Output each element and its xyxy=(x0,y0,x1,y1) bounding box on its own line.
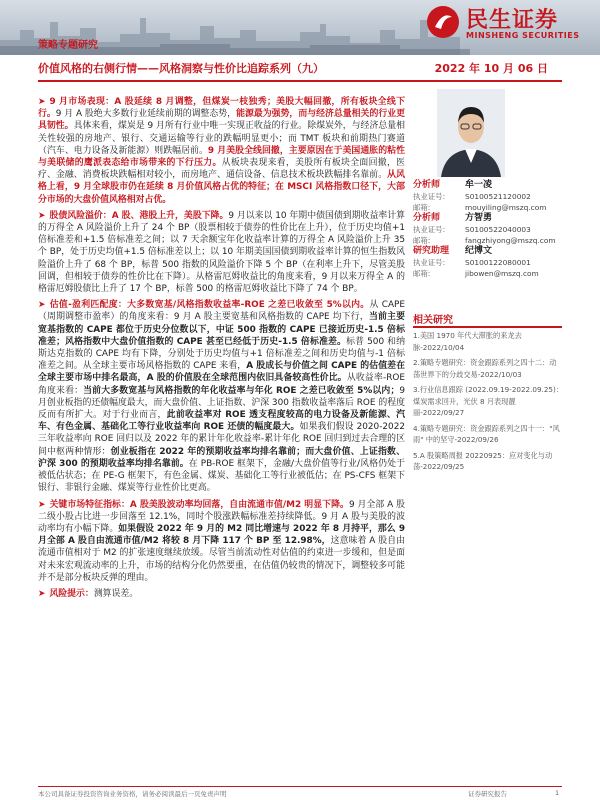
para-highlight: 能源最为强势，而与经济总量相关的行业更具韧性。 xyxy=(38,109,406,132)
summary-paragraph-risk xyxy=(38,588,405,600)
license-label: 执业证号: xyxy=(413,192,446,201)
license-number: S0100521120002 xyxy=(465,192,531,201)
analyst-email-row xyxy=(413,202,563,213)
analyst-name: 纪博文 xyxy=(465,246,493,256)
bullet-arrow-icon: ➤ xyxy=(38,210,46,221)
analyst-info xyxy=(413,180,563,279)
analyst-license-row xyxy=(413,191,563,202)
related-item[interactable]: 3.行业信息跟踪 (2022.09.19-2022.09.25)：煤炭需求回升，光伏 8 月表现靓丽-2022/09/27 xyxy=(413,385,563,417)
analyst-3 xyxy=(413,246,563,257)
analyst-email-row xyxy=(413,268,563,279)
para-text: 这意味着 A 股自由流通市值相对于 M2 的扩张速度继续放缓。尽管当前流动性对估值的约束进一步缓和，但是面对未来宏观流动率的上升，市场的结构分化仍然要重，在估值仍较贵的情况下，调整较多可能并不是部分板块反弹的理由。 xyxy=(38,536,405,583)
para-highlight: A 股、港股上升，美股下降。 xyxy=(111,210,229,221)
logo-en-text: MINSHENG SECURITIES xyxy=(466,31,580,40)
analyst-photo xyxy=(437,89,505,177)
para-text: 在 PB-ROE 框架下，金融/大盘价值等行业/风格仍处于被低估状态；在 PE-G 框架下，有色金属、煤炭、基础化工等行业被低估；在 PS-CFS 框架下银行、非银行金融、煤炭等行业性价比更高。 xyxy=(38,458,405,494)
para-bold: 当前大多数宽基与风格指数的年化收益率与年化 ROE 之差已收敛至 5%以内； xyxy=(83,385,400,396)
summary-paragraph-market xyxy=(38,96,405,206)
para-highlight: 从风格上看，9 月全球股市仍在延续 8 月价值风格占优的特征；在 MSCI 风格指数口径下，大部分市场的大盘价值风格相对占优。 xyxy=(38,170,405,205)
para-text: 9 月 A 股绝大多数行业延续前期的调整态势， xyxy=(55,109,237,120)
title-rule xyxy=(38,80,562,82)
related-item[interactable]: 5.A 股策略周报 20220925：应对变化与动荡-2022/09/25 xyxy=(413,450,553,471)
footer-rule xyxy=(38,786,562,787)
para-bold: 如果假设 2022 年 9 月的 M2 同比增速与 2022 年 8 月持平，那么 9 月全部 A 股自由流通市值/M2 将较 8 月下降 117 个 BP 至 12.98%， xyxy=(38,523,406,547)
minsheng-logo xyxy=(426,3,586,43)
analyst-email-link[interactable]: mouyiling@mszq.com xyxy=(465,203,547,212)
footer-disclaimer: 本公司具备证券投资咨询业务资格，请务必阅读最后一页免责声明 xyxy=(38,790,227,798)
para-text: 从收益率-ROE 角度来看： xyxy=(38,373,405,396)
related-item[interactable]: 1.美国 1970 年代大滞胀的来龙去脉-2022/10/04 xyxy=(413,331,522,352)
para-lead: 风险提示： xyxy=(49,588,94,599)
bullet-arrow-icon: ➤ xyxy=(38,499,46,510)
para-highlight: 9 月美股全线回撤，主要原因在于美国通胀的粘性与美联储的鹰派表态给市场带来的下行压力。 xyxy=(38,145,405,169)
bullet-arrow-icon: ➤ xyxy=(38,300,46,311)
related-item[interactable]: 4.策略专题研究：资金跟踪系列之四十一："风雨" 中的坚守-2022/09/26 xyxy=(413,423,560,444)
email-label: 邮箱: xyxy=(413,269,431,278)
para-text: 如果我们假设 2020-2022 三年收益率向 ROE 回归以及 2022 年的累计年化收益率-累计年化 ROE 回归到过去合理的区间中枢两种情形： xyxy=(38,422,405,457)
para-text: 测算误差。 xyxy=(93,588,139,599)
license-label: 执业证号: xyxy=(413,225,446,234)
para-text: 标普 500 和纳斯达克指数的 CAPE 均有下降，分别处于历史均值与+1 倍标准差之间和历史均值与-1 倍标准差之间。从全球主要市场风格指数的 CAPE 来看， xyxy=(38,336,405,372)
email-label: 邮箱: xyxy=(413,203,431,212)
summary-paragraph-risk-premium xyxy=(38,210,405,295)
report-title: 价值风格的右侧行情——风格洞察与性价比追踪系列（九） xyxy=(38,62,324,75)
para-highlight: A 股美股波动率均回落，自由流通市值/M2 明显下降。 xyxy=(129,499,349,510)
analyst-role: 研究助理 xyxy=(413,246,450,256)
analyst-role: 分析师 xyxy=(413,213,441,223)
license-number: S0100522040003 xyxy=(465,225,531,234)
analyst-name: 牟一凌 xyxy=(465,180,493,190)
para-bold: 当前主要宽基指数的 CAPE 都位于历史分位数以下，中证 500 指数的 CAPE 已接近历史-1.5 倍标准差；风格指数中大盘价值指数的 CAPE 甚至已经低于历史-1.5 倍标准差。 xyxy=(38,312,405,347)
series-label: 策略专题研究 xyxy=(38,40,98,51)
para-lead: 9 月市场表现： xyxy=(49,97,115,107)
para-lead: 股债风险溢价： xyxy=(49,210,112,221)
analyst-portrait-image xyxy=(437,89,505,177)
para-bold: 此前收益率对 ROE 透支程度较高的电力设备及新能源、汽车、有色金属、基础化工等行业收益率向 ROE 还债的幅度最大。 xyxy=(38,410,405,433)
para-bold: A 股成长与价值之间 CAPE 的估值差在全球主要市场中排名最高，A 股的价值股在全球范围内依旧具备较高性价比。 xyxy=(38,361,405,384)
page-number: 1 xyxy=(555,789,560,797)
related-research-list xyxy=(413,330,563,477)
analyst-license-row xyxy=(413,257,563,268)
para-lead: 估值-盈利匹配度： xyxy=(49,300,128,311)
bullet-arrow-icon: ➤ xyxy=(38,588,46,599)
license-label: 执业证号: xyxy=(413,258,446,267)
logo-cn-text: 民生证券 xyxy=(466,8,559,33)
summary-paragraph-valuation xyxy=(38,299,405,494)
para-text: 从 CAPE（周期调整市盈率）的角度来看：9 月 A 股主要宽基和风格指数的 CAPE 均下行， xyxy=(38,300,405,323)
bullet-arrow-icon: ➤ xyxy=(38,97,46,107)
para-highlight: 大多数宽基/风格指数收益率-ROE 之差已收敛至 5%以内。 xyxy=(127,300,370,311)
related-research-rule xyxy=(413,326,562,328)
report-date: 2022 年 10 月 06 日 xyxy=(434,62,548,75)
related-item[interactable]: 2.策略专题研究：资金跟踪系列之四十二：动荡世界下的分歧交易-2022/10/03 xyxy=(413,358,557,379)
analyst-1 xyxy=(413,180,563,191)
summary-body xyxy=(38,96,405,604)
para-text: 从板块表现来看，美股所有板块全面回撤，医疗、金融、消费板块跌幅相对较小，而房地产、通信设备、信息技术板块跌幅排名靠前。 xyxy=(38,158,406,181)
analyst-license-row xyxy=(413,224,563,235)
summary-paragraph-indicators xyxy=(38,499,405,584)
para-text: 具体来看，煤炭是 9 月所有行业中唯一实现正收益的行业。除煤炭外，与经济总量相关性较强的房地产、银行、交通运输等行业的跌幅明显更小；而 TMT 板块和前期热门赛道（汽车、电力设备及新能源）则跌幅居前。 xyxy=(38,121,405,156)
para-text: 9 月全部 A 股二级小股占比进一步回落至 12.1%，同时个股涨跌幅标准差持续降低。9 月 A 股与美股的波动率均有小幅下降。 xyxy=(38,499,406,534)
para-lead: 关键市场特征指标： xyxy=(49,499,130,510)
email-label: 邮箱: xyxy=(413,236,431,245)
analyst-email-link[interactable]: fangzhiyong@mszq.com xyxy=(465,236,556,245)
analyst-2 xyxy=(413,213,563,224)
para-bold: 创业板指在 2022 年的预期收益率均排名靠前；而大盘价值、上证指数、沪深 300 的预期收益率均排名靠前。 xyxy=(38,446,405,469)
para-text: 9 月创业板指的还债幅度最大，而大盘价值、上证指数、沪深 300 指数收益率落后 ROE 的程度反而有所扩大。对于行业而言， xyxy=(38,385,405,421)
license-number: S0100122080001 xyxy=(465,258,531,267)
para-text: 9 月以来以 10 年期中债国债到期收益率计算的万得全 A 风险溢价上升了 24 个 BP（股票相较于债券的性价比在上升），位于历史均值+1 倍标准差和+1.5 倍标准差之间；以 7 天余额宝年化收益率计算的万得全 A 风险溢价上升 35 个 BP，处于历史均值+1.5 倍标准差以上；以 10 年期美国国债到期收益率计算的恒生指数风险溢价上升了 68 个 BP，标普 500 指数的风险溢价下降 5 个 BP（在利率上升下，尽管美股回调，但相较于债券的性价比在下降）。从格雷厄姆收益比的角度来看，9 月以来万得全 A 的格雷厄姆股债比上升了 17 个 BP，标普 500 的格雷厄姆收益比下降了 74 个 BP。 xyxy=(38,210,405,295)
analyst-role: 分析师 xyxy=(413,180,441,190)
analyst-email-row xyxy=(413,235,563,246)
analyst-name: 方智勇 xyxy=(465,213,493,223)
header-banner xyxy=(0,0,600,55)
logo-mark-icon xyxy=(426,5,460,39)
related-research-title: 相关研究 xyxy=(413,315,453,326)
footer-doc-type: 证券研究报告 xyxy=(468,790,507,798)
para-highlight: A 股延续 8 月调整，但煤炭一枝独秀；美股大幅回撤，所有板块全线下行。 xyxy=(38,97,406,120)
analyst-email-link[interactable]: jibowen@mszq.com xyxy=(465,269,539,278)
